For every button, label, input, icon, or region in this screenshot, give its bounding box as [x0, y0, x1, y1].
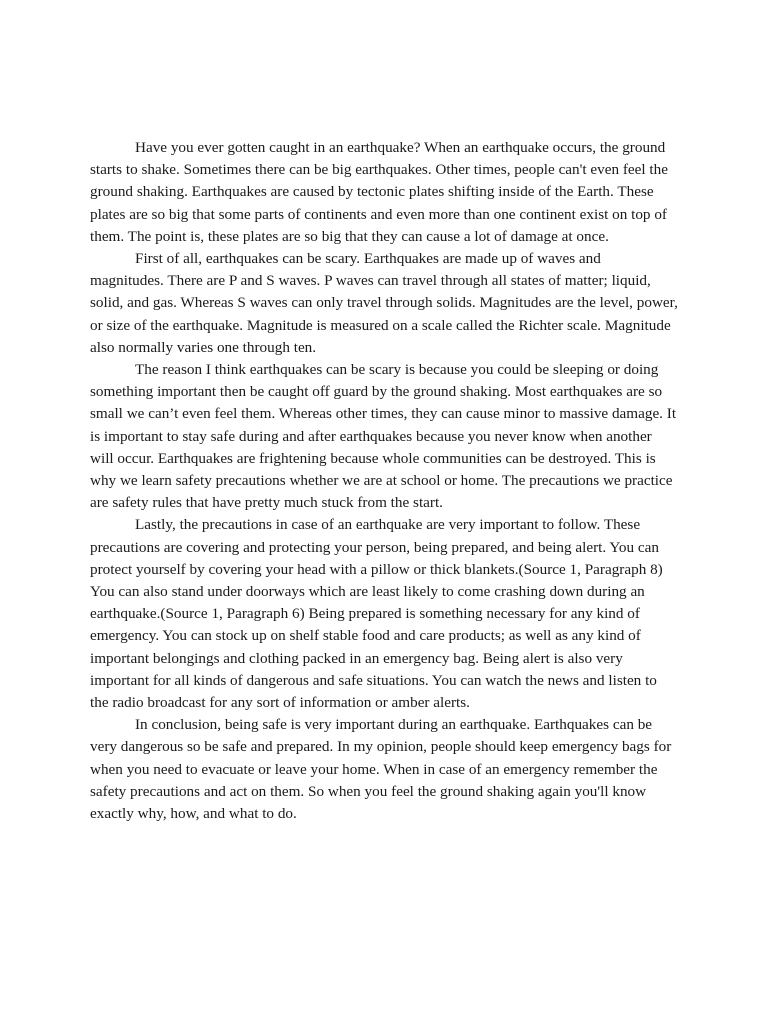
paragraph-conclusion: In conclusion, being safe is very important during an earthquake. Earthquakes can be very dangerous so be safe and prepared. In my opinion, people should keep emergency bags for when you need to evacuate or leave your home. When in case of an emergency remember the safety precautions and act on them. So when you feel the ground shaking again you'll know exactly why, how, and what to do.	[90, 716, 672, 823]
paragraph-why-scary: The reason I think earthquakes can be scary is because you could be sleeping or doing something important then be caught off guard by the ground shaking. Most earthquakes are so small we can’t even feel them. Whereas other times, they can cause minor to massive damage. It is important to stay safe during and after earthquakes because you never know when another will occur. Earthquakes are frightening because whole communities can be destroyed. This is why we learn safety precautions whether we are at school or home. The precautions we practice are safety rules that have pretty much stuck from the start.	[90, 361, 677, 512]
paragraph-precautions: Lastly, the precautions in case of an earthquake are very important to follow. These precautions are covering and protecting your person, being prepared, and being alert. You can protect yourself by covering your head with a pillow or thick blankets.(Source 1, Paragraph 8) You can also stand under doorways which are least likely to come crashing down during an earthquake.(Source 1, Paragraph 6) Being prepared is something necessary for any kind of emergency. You can stock up on shelf stable food and care products; as well as any kind of important belongings and clothing packed in an emergency bag. Being alert is also very important for all kinds of dangerous and safe situations. You can watch the news and listen to the radio broadcast for any sort of information or amber alerts.	[90, 516, 663, 712]
paragraph-introduction: Have you ever gotten caught in an earthquake? When an earthquake occurs, the ground starts to shake. Sometimes there can be big earthquakes. Other times, people can't even feel the ground shaking. Earthquakes are caused by tectonic plates shifting inside of the Earth. These plates are so big that some parts of continents and even more than one continent exist on top of them. The point is, these plates are so big that they can cause a lot of damage at once.	[90, 139, 668, 245]
paragraph-waves-and-magnitudes: First of all, earthquakes can be scary. Earthquakes are made up of waves and magnitudes. There are P and S waves. P waves can travel through all states of matter; liquid, solid, and gas. Whereas S waves can only travel through solids. Magnitudes are the level, power, or size of the earthquake. Magnitude is measured on a scale called the Richter scale. Magnitude also normally varies one through ten.	[90, 250, 678, 356]
essay-body	[90, 137, 678, 825]
